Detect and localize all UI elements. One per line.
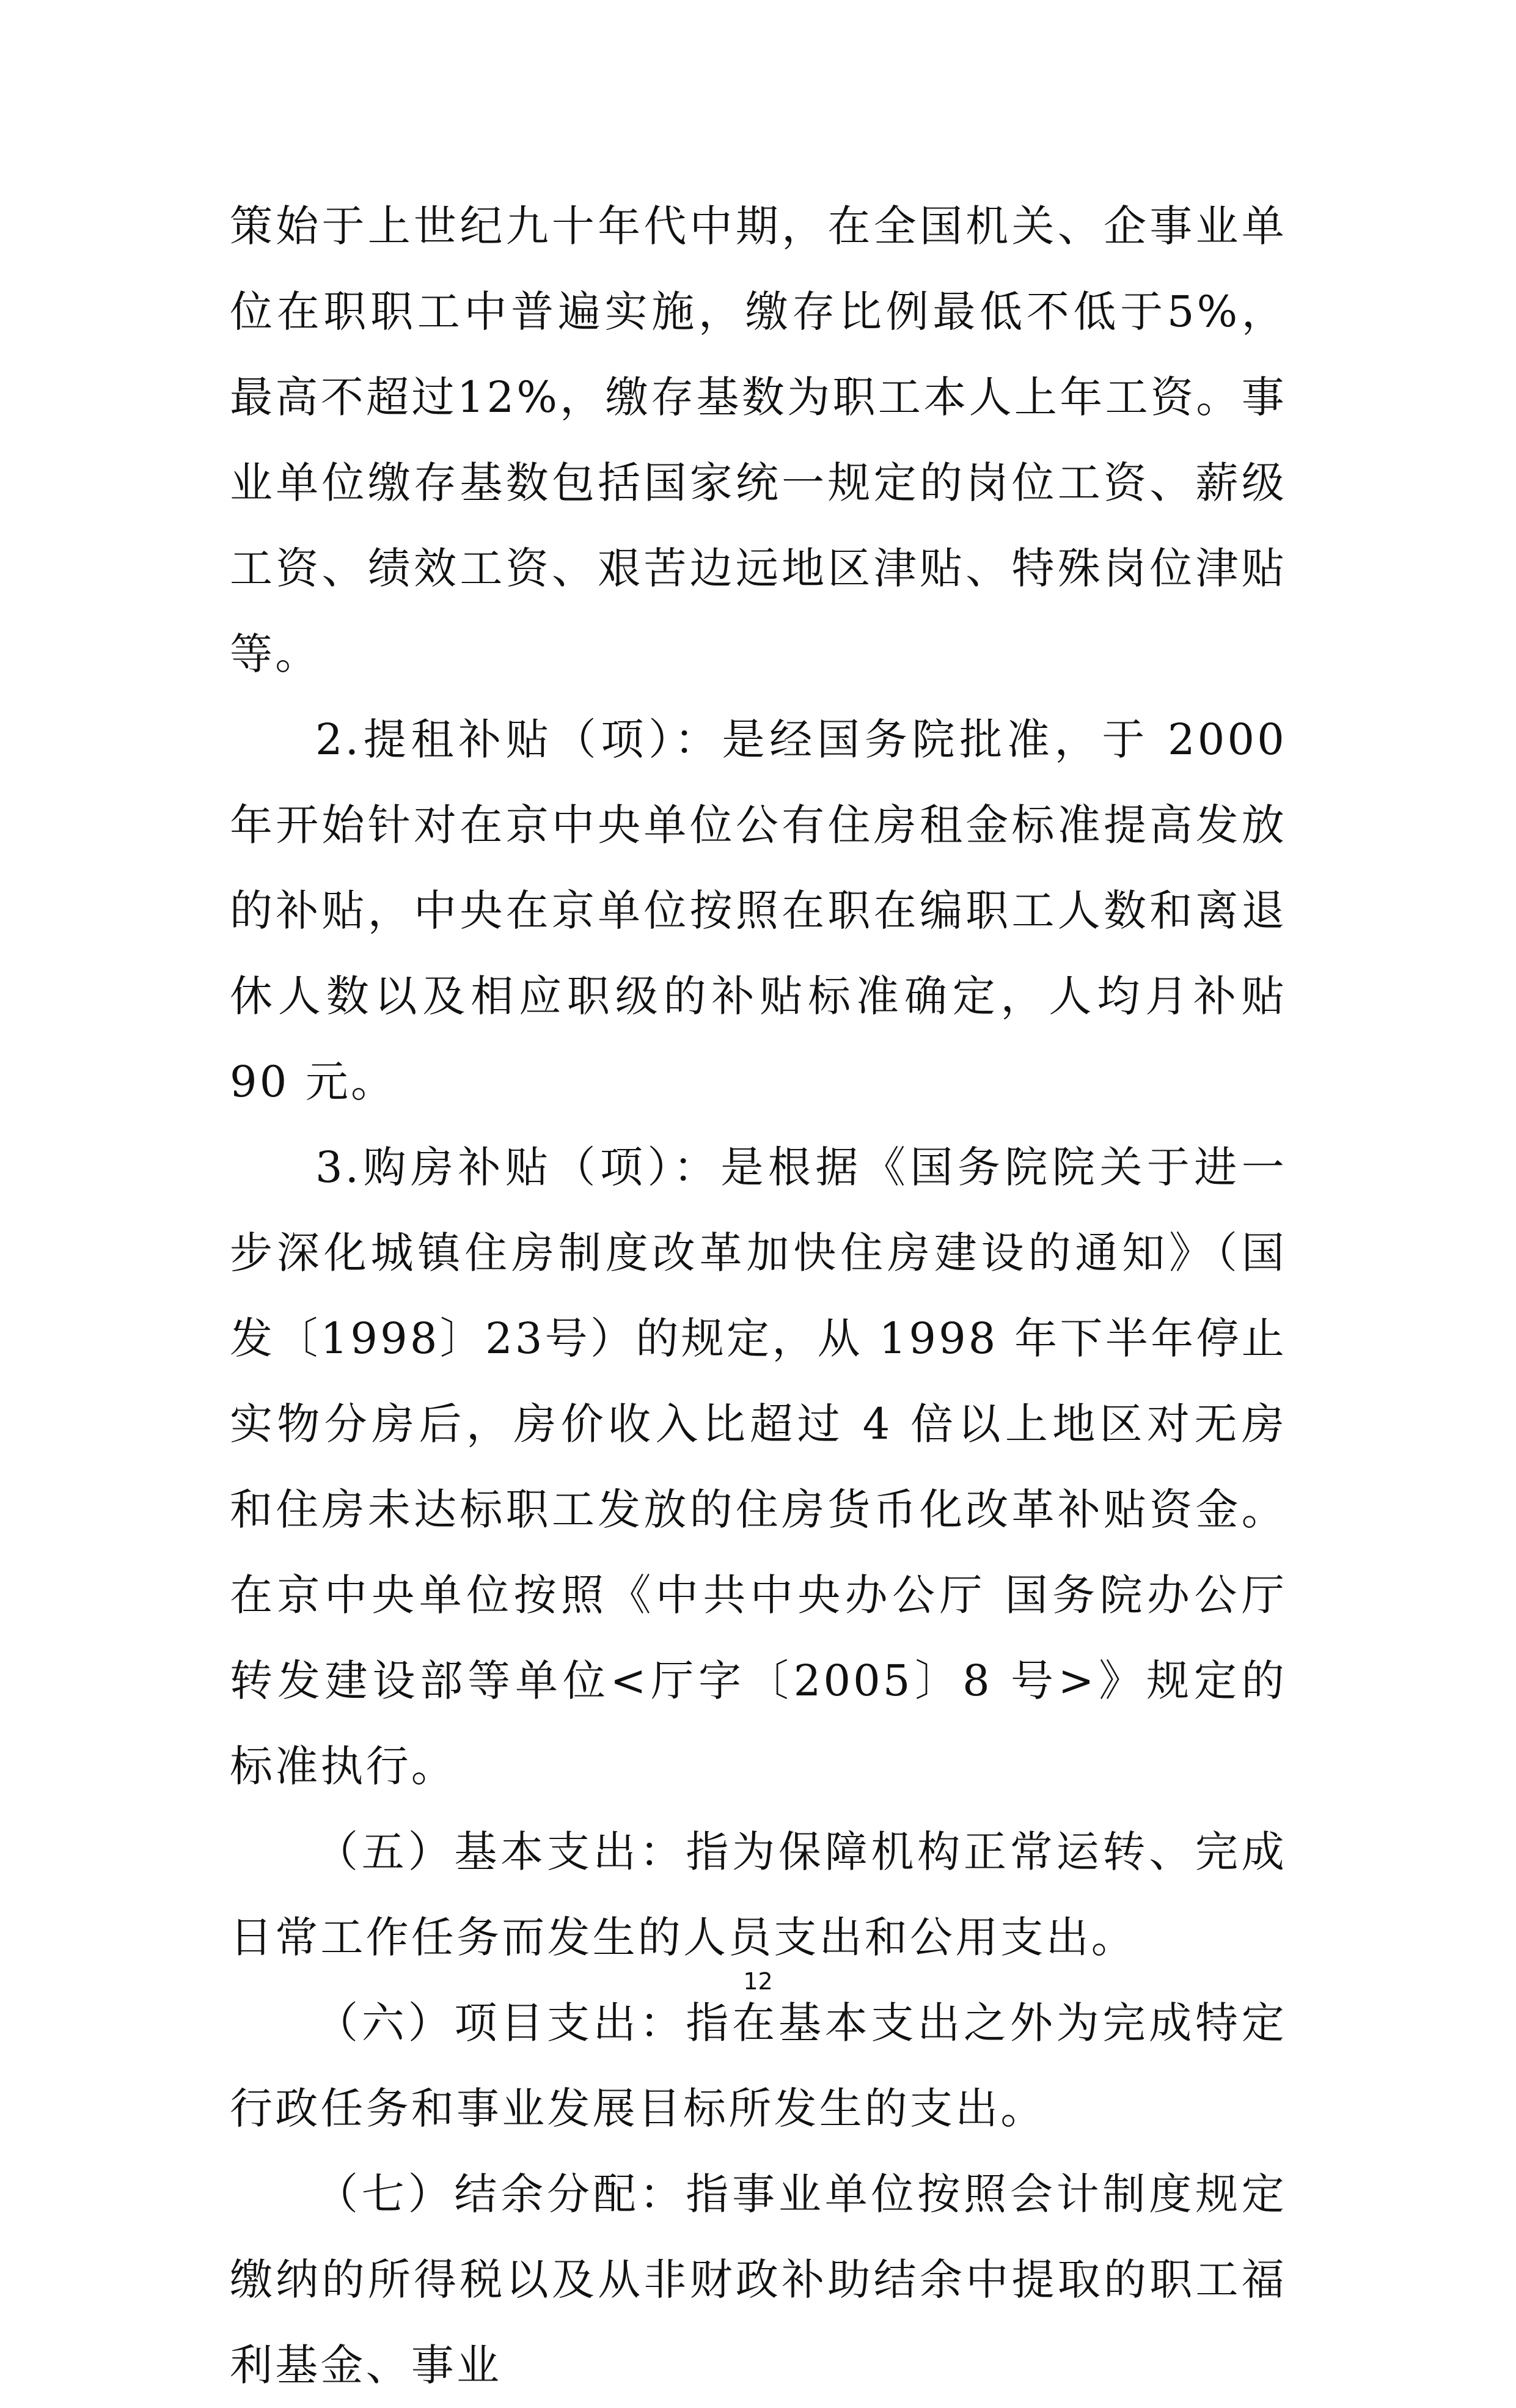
paragraph-basic-expenditure: （五）基本支出：指为保障机构正常运转、完成日常工作任务而发生的人员支出和公用支出。: [230, 1827, 1287, 1962]
paragraph-surplus-distribution: （七）结余分配：指事业单位按照会计制度规定缴纳的所得税以及从非财政补助结余中提取的职工福利基金、事业: [230, 2169, 1287, 2390]
paragraph-rent-subsidy: 2.提租补贴（项）：是经国务院批准，于 2000 年开始针对在京中央单位公有住房租金标准提高发放的补贴，中央在京单位按照在职在编职工人数和离退休人数以及相应职级的补贴标准确定，人均月补贴 90 元。: [230, 714, 1287, 1107]
paragraph-housing-purchase-subsidy: 3.购房补贴（项）：是根据《国务院院关于进一步深化城镇住房制度改革加快住房建设的通知》（国发〔1998〕23号）的规定，从 1998 年下半年停止实物分房后，房价收入比超过 4 倍以上地区对无房和住房未达标职工发放的住房货币化改革补贴资金。在京中央单位按照《中共中央办公厅 国务院办公厅转发建设部等单位<厅字〔2005〕8 号>》规定的标准执行。: [230, 1142, 1287, 1791]
paragraph-project-expenditure: （六）项目支出：指在基本支出之外为完成特定行政任务和事业发展目标所发生的支出。: [230, 1998, 1287, 2134]
page-number: 12: [743, 1968, 773, 1995]
document-body: [230, 183, 1287, 2408]
paragraph-housing-fund-continuation: 策始于上世纪九十年代中期，在全国机关、企事业单位在职职工中普遍实施，缴存比例最低不低于5%，最高不超过12%，缴存基数为职工本人上年工资。事业单位缴存基数包括国家统一规定的岗位工资、薪级工资、绩效工资、艰苦边远地区津贴、特殊岗位津贴等。: [230, 201, 1287, 679]
